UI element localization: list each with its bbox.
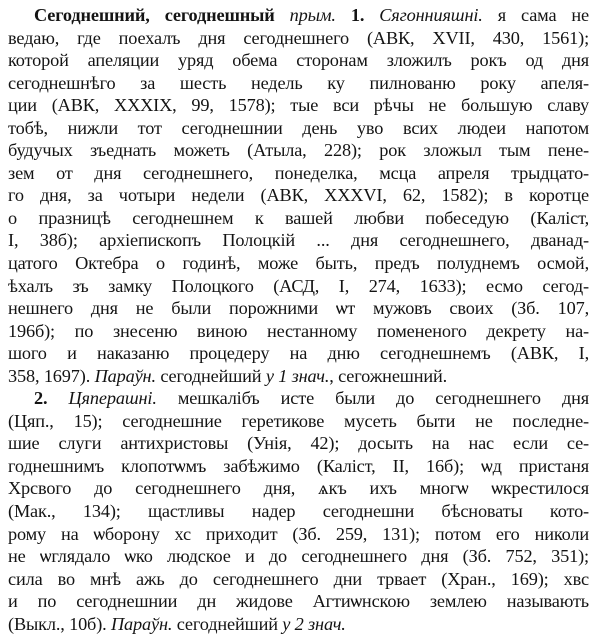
entry-line: шие слуги антихристовы (Унія, 42); досыть на нас если се- (8, 433, 589, 454)
part-of-speech: прым. (289, 5, 336, 25)
cross-ref-sense: у 1 знач. (265, 365, 330, 386)
cross-ref-label: Параўн. (94, 365, 156, 386)
entry-line: сила во мнѣ ажь до сегоднешнего дни трвает (Хран., 169); хвс (8, 568, 589, 589)
entry-line: цатого Октебра о годинѣ, може быть, предъ полуднемъ осмой, (8, 253, 589, 274)
entry-line: ѣхалъ зъ замку Полоцкого (АСД, I, 274, 1633); есмо сегод- (8, 275, 589, 296)
entry-line: го дня, за чотыри недели (АВК, XXXVI, 62, 1582); в коротце (8, 185, 589, 206)
entry-text: мешкалібъ исте были до сегоднешнего дня (177, 388, 589, 409)
cross-ref-sense: у 2 знач. (282, 613, 346, 634)
entry-line: (Цяп., 15); сегоднешние геретикове мусеть быти не последне- (8, 410, 589, 431)
entry-line: (Мак., 134); щастливы надер сегоднешни бѣсноваты кото- (8, 501, 589, 522)
entry-text: (Выкл., 10б). (8, 613, 107, 634)
headword: Сегоднешний, сегоднешный (34, 5, 275, 25)
cross-ref-word: сегоднейший (176, 613, 278, 634)
entry-line: о празницѣ сегоднешнем к вашей любви побеседую (Каліст, (8, 207, 589, 228)
sense-gloss: Сягоннияшні. (379, 5, 483, 25)
entry-line: Хрсвого до сегоднешнего дня, ѧкъ ихъ многѡ ѡкрестилося (8, 478, 589, 499)
entry-line: ведаю, где поехалъ дня сегоднешнего (АВК, XVII, 430, 1561); (8, 27, 589, 48)
entry-line: годнешнимъ клопотѡмъ забѣжимо (Каліст, II, 16б); ѡд пристаня (8, 455, 589, 476)
entry-line: и по сегоднешнии дн жидове Агтиѡнскою землею называють (8, 591, 589, 612)
entry-line (8, 4, 589, 27)
entry-line: рому на ѡборону хс приходит (Зб. 259, 131); потом его николи (8, 523, 589, 544)
entry-line: которой апеляции уряд обема сторонам зложилъ рокъ од дня (8, 50, 589, 71)
entry-line: шого и наказаню процедеру на дню сегоднешнемъ (АВК, I, (8, 343, 589, 364)
entry-line (8, 613, 589, 636)
entry-text: я сама не (497, 5, 589, 25)
sense-gloss: Цяперашні. (68, 388, 157, 409)
entry-text: 358, 1697). (8, 365, 91, 386)
entry-line: сегоднешнѣго за шесть недель ку пилнованю року апеля- (8, 72, 589, 93)
entry-line: не ѡглядало ѡко людское и до сегоднешнего дня (Зб. 752, 351); (8, 546, 589, 567)
sense-number: 1. (350, 5, 365, 25)
entry-line: будучых зъеднать можеть (Атыла, 228); рок зложыл тым пене- (8, 140, 589, 161)
entry-line: 196б); по знесеню виною нестанному помененого декрету на- (8, 320, 589, 341)
entry-line: ции (АВК, XXXIX, 99, 1578); тые вси рѣчы не большую славу (8, 95, 589, 116)
cross-ref-tail: , сегожнешний. (329, 365, 448, 386)
entry-line (8, 387, 589, 410)
entry-line: I, 38б); архіепископъ Полоцкій ... дня сегоднешнего, дванад- (8, 230, 589, 251)
entry-line: тобѣ, нижли тот сегоднешнии день уво всих людеи напотом (8, 117, 589, 138)
entry-line: нешнего дня не были порожними ѡт мужовъ своих (Зб. 107, (8, 298, 589, 319)
entry-line (8, 365, 589, 388)
sense-number: 2. (34, 388, 48, 409)
cross-ref-word: сегоднейший (160, 365, 262, 386)
entry-line: зем от дня сегоднешнего, понеделка, мсца апреля трыдцато- (8, 162, 589, 183)
cross-ref-label: Параўн. (111, 613, 173, 634)
